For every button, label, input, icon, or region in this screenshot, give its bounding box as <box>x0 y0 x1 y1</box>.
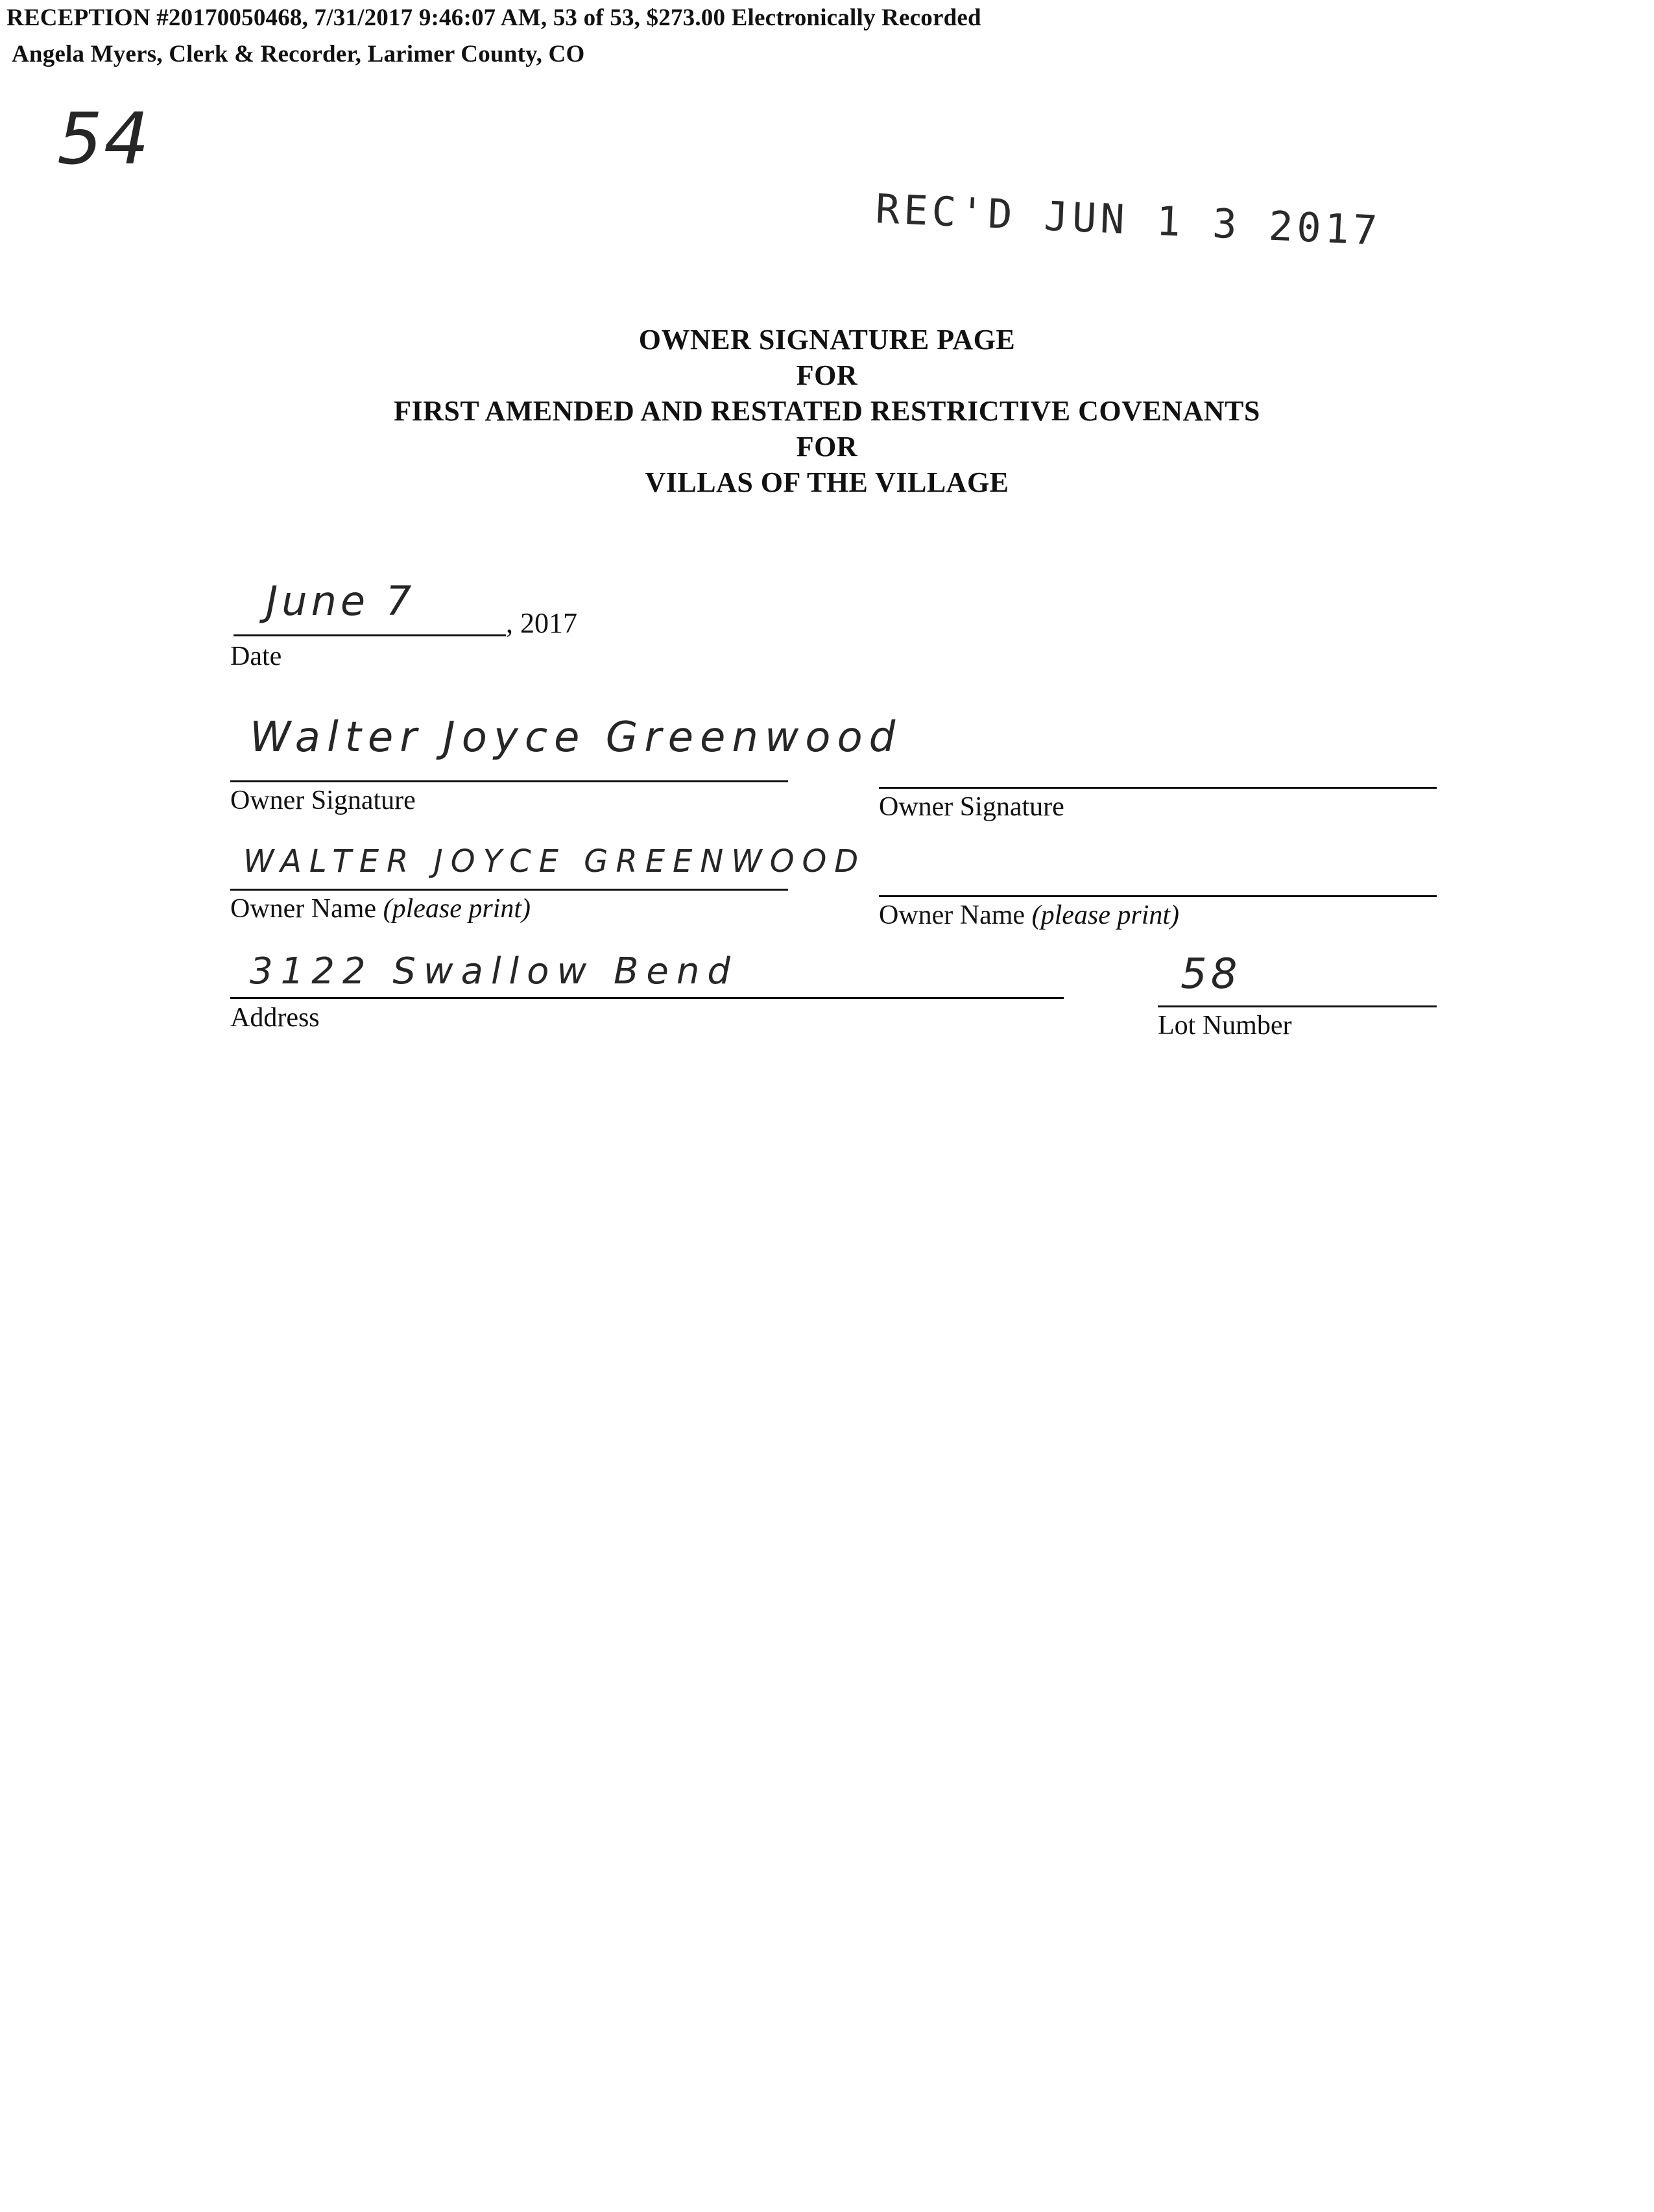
lot-number-line <box>1158 1005 1437 1007</box>
title-line-for-2: FOR <box>796 431 858 463</box>
date-year-suffix: , 2017 <box>506 607 577 639</box>
owner1-name-label-text: Owner Name <box>230 894 377 924</box>
handwritten-page-number: 54 <box>57 97 150 180</box>
owner1-signature-line <box>230 780 788 782</box>
address-handwritten: 3122 Swallow Bend <box>250 950 738 992</box>
owner1-name-label-note: (please print) <box>383 894 531 924</box>
owner1-name-label <box>230 893 531 924</box>
date-label: Date <box>230 642 282 671</box>
clerk-recorder-line: Angela Myers, Clerk & Recorder, Larimer County, CO <box>12 41 585 67</box>
owner2-name-label-note: (please print) <box>1031 900 1180 930</box>
address-label: Address <box>230 1003 320 1033</box>
owner2-name-line <box>879 895 1437 897</box>
date-line <box>234 634 506 636</box>
owner2-signature-line <box>879 787 1437 789</box>
owner2-signature-label: Owner Signature <box>879 792 1064 822</box>
lot-number-label: Lot Number <box>1158 1011 1292 1040</box>
date-handwritten-value: June 7 <box>266 577 416 625</box>
owner2-name-label-text: Owner Name <box>879 900 1025 930</box>
owner1-name-line <box>230 889 788 891</box>
received-date-stamp: REC'D JUN 1 3 2017 <box>874 185 1382 254</box>
owner2-name-label <box>879 900 1179 931</box>
title-line-covenants: FIRST AMENDED AND RESTATED RESTRICTIVE COVENANTS <box>394 395 1260 427</box>
owner1-signature-label: Owner Signature <box>230 786 416 815</box>
address-line <box>230 997 1064 999</box>
title-line-for-1: FOR <box>796 359 858 391</box>
title-line-villas: VILLAS OF THE VILLAGE <box>645 466 1009 498</box>
lot-number-handwritten: 58 <box>1181 950 1241 998</box>
title-line-owner-signature-page: OWNER SIGNATURE PAGE <box>638 324 1016 355</box>
owner1-signature-handwritten: Walter Joyce Greenwood <box>250 714 902 762</box>
reception-header-line: RECEPTION #20170050468, 7/31/2017 9:46:07 AM, 53 of 53, $273.00 Electronically Recorded <box>6 5 981 31</box>
owner1-name-handwritten: WALTER JOYCE GREENWOOD <box>243 843 867 880</box>
